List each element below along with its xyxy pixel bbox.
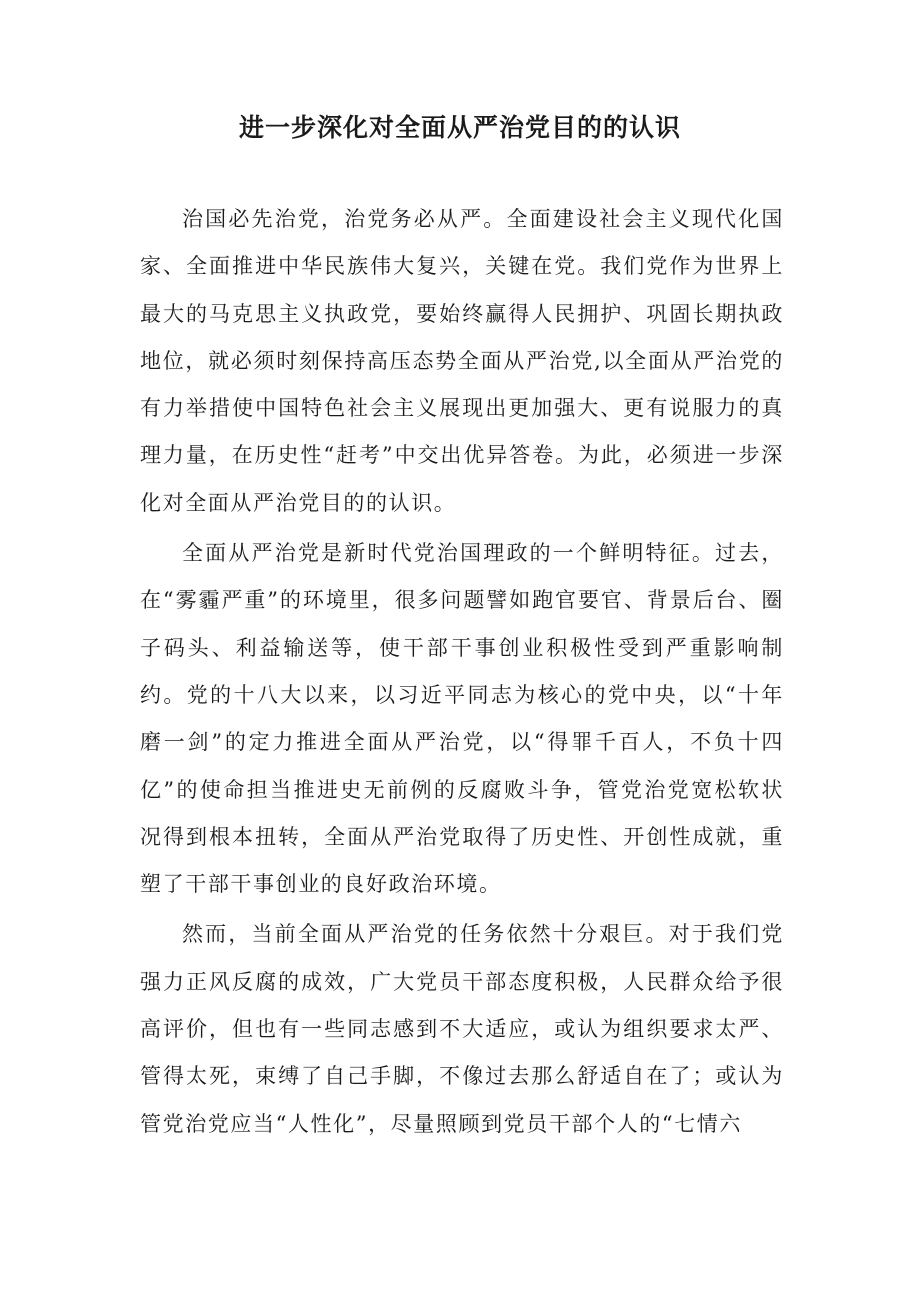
paragraph-3: 然而，当前全面从严治党的任务依然十分艰巨。对于我们党强力正风反腐的成效，广大党员干部态度积极，人民群众给予很高评价，但也有一些同志感到不大适应，或认为组织要求太严、管得太死，束缚了自己手脚，不像过去那么舒适自在了；或认为管党治党应当“人性化”，尽量照顾到党员干部个人的“七情六 [140,922,784,1136]
document-body [140,196,784,1151]
paragraph-2: 全面从严治党是新时代党治国理政的一个鲜明特征。过去，在“雾霾严重”的环境里，很多问题譬如跑官要官、背景后台、圈子码头、利益输送等，使干部干事创业积极性受到严重影响制约。党的十八大以来，以习近平同志为核心的党中央，以“十年磨一剑”的定力推进全面从严治党，以“得罪千百人，不负十四亿”的使命担当推进史无前例的反腐败斗争，管党治党宽松软状况得到根本扭转，全面从严治党取得了历史性、开创性成就，重塑了干部干事创业的良好政治环境。 [140,541,784,897]
paragraph-1: 治国必先治党，治党务必从严。全面建设社会主义现代化国家、全面推进中华民族伟大复兴，关键在党。我们党作为世界上最大的马克思主义执政党，要始终赢得人民拥护、巩固长期执政地位，就必须时刻保持高压态势全面从严治党,以全面从严治党的有力举措使中国特色社会主义展现出更加强大、更有说服力的真理力量，在历史性“赶考”中交出优异答卷。为此，必须进一步深化对全面从严治党目的的认识。 [140,207,784,515]
document-title: 进一步深化对全面从严治党目的的认识 [238,113,681,142]
